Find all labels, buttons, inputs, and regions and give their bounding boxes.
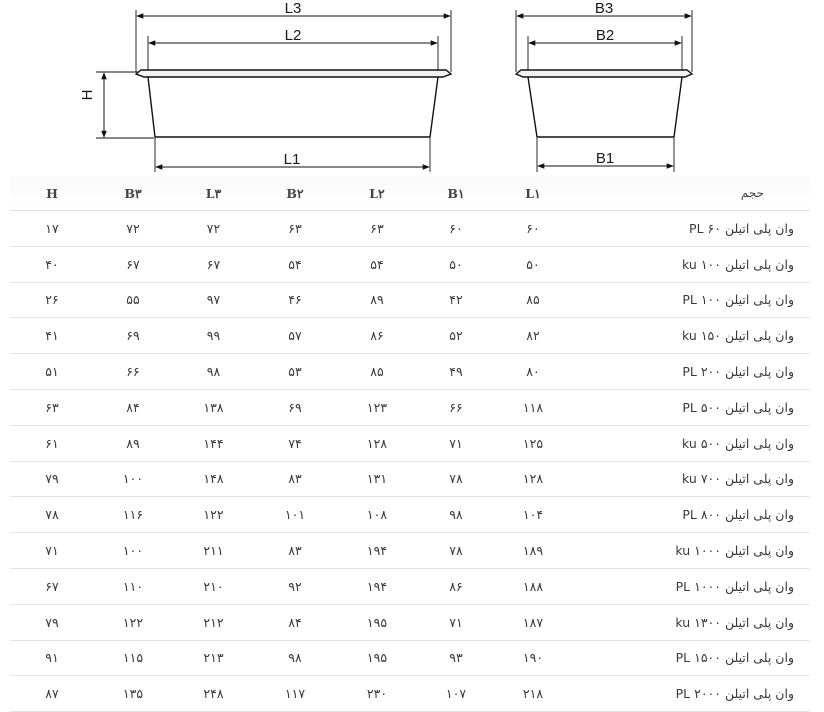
- cell-b1: ۷۱: [419, 425, 493, 461]
- cell-l3: ۹۷: [172, 282, 255, 318]
- cell-b1: ۶۶: [419, 389, 493, 425]
- table-row: [10, 354, 810, 390]
- cell-l1: ۱۸۹: [493, 533, 573, 569]
- cell-h: ۶۷: [10, 568, 94, 604]
- cell-l1: ۵۰: [493, 246, 573, 282]
- cell-l3: ۲۱۳: [172, 640, 255, 676]
- table-row: [10, 461, 810, 497]
- label-l1: L1: [283, 151, 301, 168]
- cell-b1: ۸۶: [419, 568, 493, 604]
- cell-l3: ۶۷: [172, 246, 255, 282]
- cell-b3: ۱۳۵: [94, 676, 172, 712]
- cell-product-name: وان پلی اتیلن ۵۰۰ ku: [573, 425, 810, 461]
- header-volume: حجم: [573, 176, 810, 211]
- cell-l3: ۱۳۸: [172, 389, 255, 425]
- cell-l2: ۱۳۱: [335, 461, 419, 497]
- cell-l1: ۸۰: [493, 354, 573, 390]
- cell-b1: ۱۰۷: [419, 676, 493, 712]
- cell-l2: ۲۳۰: [335, 676, 419, 712]
- cell-b1: ۴۲: [419, 282, 493, 318]
- dimension-table: [10, 176, 810, 712]
- cell-product-name: وان پلی اتیلن ۱۰۰۰ PL: [573, 568, 810, 604]
- table-row: [10, 318, 810, 354]
- cell-l2: ۱۹۵: [335, 604, 419, 640]
- cell-l1: ۱۲۵: [493, 425, 573, 461]
- cell-l1: ۸۲: [493, 318, 573, 354]
- table-row: [10, 533, 810, 569]
- cell-b3: ۱۰۰: [94, 461, 172, 497]
- cell-l1: ۱۸۸: [493, 568, 573, 604]
- table-body: [10, 211, 810, 712]
- cell-h: ۹۱: [10, 640, 94, 676]
- cell-l2: ۸۵: [335, 354, 419, 390]
- cell-b2: ۵۷: [255, 318, 335, 354]
- cell-l1: ۱۸۷: [493, 604, 573, 640]
- cell-b1: ۵۰: [419, 246, 493, 282]
- cell-h: ۱۷: [10, 211, 94, 247]
- cell-l3: ۲۱۱: [172, 533, 255, 569]
- header-b3: B٣: [94, 176, 172, 211]
- cell-l3: ۲۱۰: [172, 568, 255, 604]
- cell-b2: ۴۶: [255, 282, 335, 318]
- cell-b2: ۵۴: [255, 246, 335, 282]
- label-b3: B3: [594, 0, 614, 17]
- cell-l2: ۱۹۴: [335, 533, 419, 569]
- cell-l3: ۲۱۲: [172, 604, 255, 640]
- cell-b3: ۷۲: [94, 211, 172, 247]
- table-row: [10, 425, 810, 461]
- cell-l2: ۶۳: [335, 211, 419, 247]
- cell-l2: ۱۰۸: [335, 497, 419, 533]
- cell-product-name: وان پلی اتیلن ۷۰۰ ku: [573, 461, 810, 497]
- cell-h: ۵۱: [10, 354, 94, 390]
- label-b1: B1: [595, 150, 615, 167]
- label-l3: L3: [284, 0, 302, 17]
- cell-l2: ۵۴: [335, 246, 419, 282]
- cell-b1: ۵۲: [419, 318, 493, 354]
- cell-b2: ۶۳: [255, 211, 335, 247]
- cell-b1: ۷۸: [419, 533, 493, 569]
- cell-h: ۸۷: [10, 676, 94, 712]
- cell-product-name: وان پلی اتیلن ۱۰۰۰ ku: [573, 533, 810, 569]
- table-row: [10, 568, 810, 604]
- cell-l3: ۱۴۸: [172, 461, 255, 497]
- cell-product-name: وان پلی اتیلن ۱۰۰ PL: [573, 282, 810, 318]
- cell-b3: ۱۱۶: [94, 497, 172, 533]
- cell-l3: ۹۸: [172, 354, 255, 390]
- label-b2: B2: [595, 27, 615, 44]
- cell-b2: ۵۳: [255, 354, 335, 390]
- cell-l3: ۷۲: [172, 211, 255, 247]
- cell-l2: ۱۲۳: [335, 389, 419, 425]
- cell-b3: ۶۷: [94, 246, 172, 282]
- cell-product-name: وان پلی اتیلن ۲۰۰۰ PL: [573, 676, 810, 712]
- dimension-drawing: [0, 0, 824, 176]
- cell-product-name: وان پلی اتیلن ۶۰ PL: [573, 211, 810, 247]
- table-row: [10, 604, 810, 640]
- cell-b3: ۱۱۰: [94, 568, 172, 604]
- cell-b3: ۱۲۲: [94, 604, 172, 640]
- cell-b3: ۶۶: [94, 354, 172, 390]
- cell-b3: ۱۱۵: [94, 640, 172, 676]
- cell-l3: ۲۴۸: [172, 676, 255, 712]
- cell-l2: ۱۹۴: [335, 568, 419, 604]
- header-b1: B١: [419, 176, 493, 211]
- table-row: [10, 211, 810, 247]
- cell-product-name: وان پلی اتیلن ۱۵۰ ku: [573, 318, 810, 354]
- table-header-row: [10, 176, 810, 211]
- cell-l1: ۱۱۸: [493, 389, 573, 425]
- cell-h: ۷۹: [10, 604, 94, 640]
- header-h: H: [10, 176, 94, 211]
- label-l2: L2: [284, 27, 302, 44]
- cell-h: ۷۸: [10, 497, 94, 533]
- cell-product-name: وان پلی اتیلن ۵۰۰ PL: [573, 389, 810, 425]
- cell-b2: ۹۲: [255, 568, 335, 604]
- table-row: [10, 246, 810, 282]
- cell-product-name: وان پلی اتیلن ۲۰۰ PL: [573, 354, 810, 390]
- cell-l2: ۱۲۸: [335, 425, 419, 461]
- cell-l2: ۱۹۵: [335, 640, 419, 676]
- cell-product-name: وان پلی اتیلن ۱۰۰ ku: [573, 246, 810, 282]
- cell-b2: ۹۸: [255, 640, 335, 676]
- cell-b2: ۸۴: [255, 604, 335, 640]
- cell-b2: ۱۱۷: [255, 676, 335, 712]
- cell-l1: ۶۰: [493, 211, 573, 247]
- cell-b1: ۴۹: [419, 354, 493, 390]
- cell-b3: ۸۴: [94, 389, 172, 425]
- tub-dimension-diagram: [0, 0, 824, 176]
- cell-l2: ۸۹: [335, 282, 419, 318]
- cell-b1: ۷۸: [419, 461, 493, 497]
- cell-product-name: وان پلی اتیلن ۸۰۰ PL: [573, 497, 810, 533]
- table-row: [10, 497, 810, 533]
- cell-l1: ۱۰۴: [493, 497, 573, 533]
- cell-product-name: وان پلی اتیلن ۱۳۰۰ ku: [573, 604, 810, 640]
- header-l2: L٢: [335, 176, 419, 211]
- cell-h: ۴۱: [10, 318, 94, 354]
- cell-l3: ۹۹: [172, 318, 255, 354]
- cell-b3: ۵۵: [94, 282, 172, 318]
- cell-b2: ۱۰۱: [255, 497, 335, 533]
- cell-h: ۶۱: [10, 425, 94, 461]
- cell-h: ۲۶: [10, 282, 94, 318]
- table-row: [10, 282, 810, 318]
- cell-l1: ۱۲۸: [493, 461, 573, 497]
- cell-h: ۶۳: [10, 389, 94, 425]
- table-row: [10, 640, 810, 676]
- header-l1: L١: [493, 176, 573, 211]
- header-b2: B٢: [255, 176, 335, 211]
- cell-b3: ۶۹: [94, 318, 172, 354]
- label-h: H: [79, 89, 96, 101]
- cell-b2: ۸۳: [255, 533, 335, 569]
- cell-b3: ۸۹: [94, 425, 172, 461]
- table-row: [10, 389, 810, 425]
- cell-b2: ۷۴: [255, 425, 335, 461]
- cell-l1: ۱۹۰: [493, 640, 573, 676]
- cell-l3: ۱۴۴: [172, 425, 255, 461]
- table-row: [10, 676, 810, 712]
- cell-b1: ۷۱: [419, 604, 493, 640]
- cell-b2: ۸۳: [255, 461, 335, 497]
- header-l3: L٣: [172, 176, 255, 211]
- cell-l1: ۸۵: [493, 282, 573, 318]
- cell-product-name: وان پلی اتیلن ۱۵۰۰ PL: [573, 640, 810, 676]
- cell-h: ۷۹: [10, 461, 94, 497]
- cell-b1: ۶۰: [419, 211, 493, 247]
- cell-b1: ۹۳: [419, 640, 493, 676]
- cell-h: ۷۱: [10, 533, 94, 569]
- front-view: [96, 10, 451, 172]
- cell-h: ۴۰: [10, 246, 94, 282]
- cell-b3: ۱۰۰: [94, 533, 172, 569]
- cell-l3: ۱۲۲: [172, 497, 255, 533]
- cell-l2: ۸۶: [335, 318, 419, 354]
- cell-l1: ۲۱۸: [493, 676, 573, 712]
- cell-b1: ۹۸: [419, 497, 493, 533]
- cell-b2: ۶۹: [255, 389, 335, 425]
